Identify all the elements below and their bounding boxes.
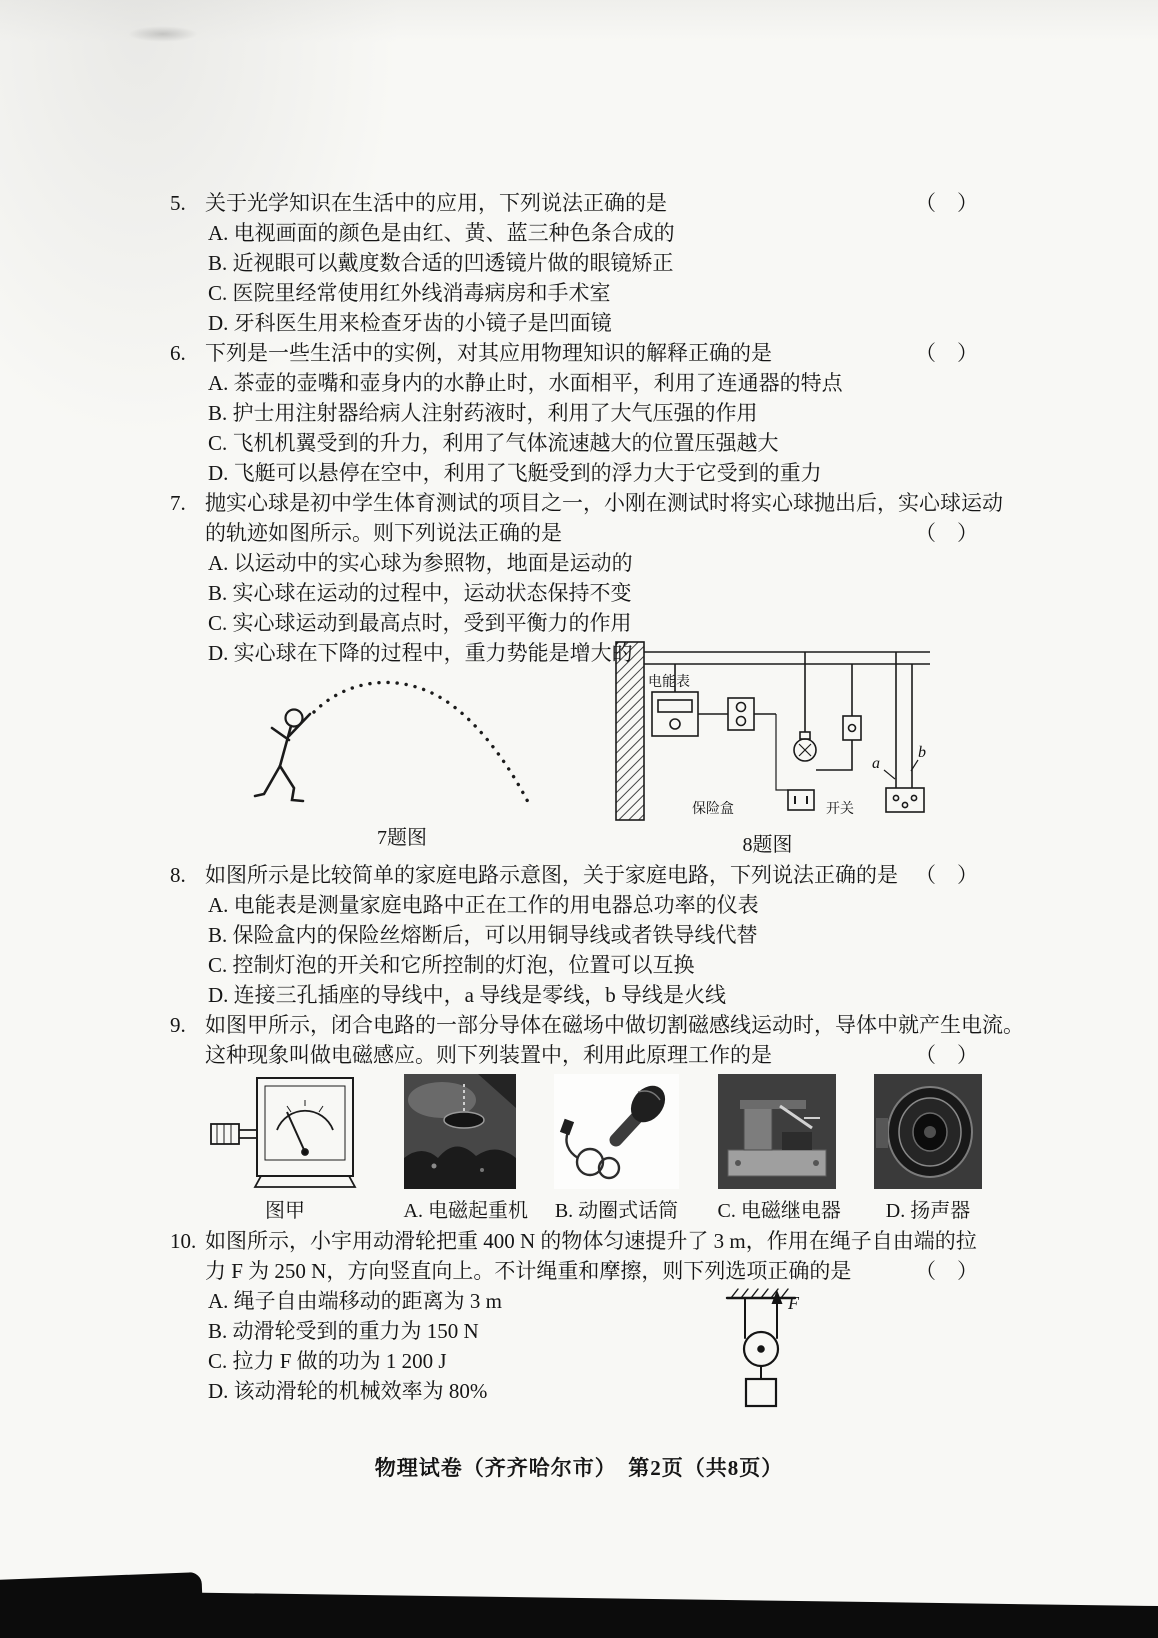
force-label: F bbox=[788, 1293, 799, 1313]
q9-image-microphone bbox=[554, 1074, 679, 1226]
question-number: 7. bbox=[170, 491, 186, 515]
switch-box bbox=[843, 716, 861, 740]
option-text: B. 实心球在运动的过程中，运动状态保持不变 bbox=[208, 581, 632, 605]
option-line bbox=[170, 920, 982, 950]
q9-image-speaker bbox=[874, 1074, 982, 1226]
q9-caption-jiatu: 图甲 bbox=[265, 1200, 305, 1222]
q9-caption-microphone: B. 动圈式话筒 bbox=[554, 1200, 679, 1222]
page-footer: 物理试卷（齐齐哈尔市） 第2页（共8页） bbox=[374, 1456, 784, 1480]
question-stem: 下列是一些生活中的实例，对其应用物理知识的解释正确的是 bbox=[205, 341, 772, 365]
figure-caption-7: 7题图 bbox=[377, 827, 427, 849]
question-stem-line bbox=[170, 1226, 982, 1256]
option-text: D. 飞艇可以悬停在空中，利用了飞艇受到的浮力大于它受到的重力 bbox=[208, 461, 822, 485]
weight-block bbox=[746, 1379, 776, 1406]
question-number: 10. bbox=[170, 1229, 197, 1253]
trajectory-figure-svg bbox=[242, 668, 562, 818]
option-line bbox=[170, 1316, 982, 1346]
three-hole-socket bbox=[886, 788, 924, 812]
question-stem-line bbox=[170, 488, 1003, 518]
option-line bbox=[170, 278, 982, 308]
figure-q7-trajectory bbox=[242, 668, 562, 853]
option-line bbox=[170, 608, 982, 638]
question-stem: 如图所示，小宇用动滑轮把重 400 N 的物体匀速提升了 3 m，作用在绳子自由端的拉 bbox=[205, 1229, 977, 1253]
q9-caption-crane: A. 电磁起重机 bbox=[403, 1200, 528, 1222]
electromagnetic-relay-photo-svg bbox=[718, 1074, 836, 1189]
option-text: B. 护士用注射器给病人注射药液时，利用了大气压强的作用 bbox=[208, 401, 758, 425]
option-text: D. 实心球在下降的过程中，重力势能是增大的 bbox=[208, 641, 633, 665]
switch-label: 开关 bbox=[826, 802, 854, 817]
answer-bracket: （ ） bbox=[915, 341, 978, 365]
question-number: 9. bbox=[170, 1013, 186, 1037]
option-line bbox=[170, 890, 982, 920]
question-stem-line bbox=[170, 860, 982, 890]
fuse-label: 保险盒 bbox=[692, 802, 734, 817]
option-line bbox=[170, 248, 982, 278]
question-6 bbox=[170, 338, 982, 488]
scan-artifact-bottom bbox=[0, 1590, 1158, 1638]
q9-image-galvanometer bbox=[205, 1074, 365, 1226]
question-8 bbox=[170, 860, 982, 1010]
option-line bbox=[170, 458, 982, 488]
question-stem-line-2 bbox=[170, 518, 982, 548]
galvanometer-drawing bbox=[211, 1078, 355, 1187]
option-text: C. 实心球运动到最高点时，受到平衡力的作用 bbox=[208, 611, 632, 635]
answer-bracket: （ ） bbox=[915, 863, 978, 887]
option-text: A. 以运动中的实心球为参照物，地面是运动的 bbox=[208, 551, 633, 575]
question-5 bbox=[170, 188, 982, 338]
movable-pulley-svg bbox=[715, 1282, 830, 1417]
option-text: C. 拉力 F 做的功为 1 200 J bbox=[208, 1349, 447, 1373]
option-text: A. 电能表是测量家庭电路中正在工作的用电器总功率的仪表 bbox=[208, 893, 759, 917]
question-stem-line bbox=[170, 1010, 1024, 1040]
figure-q10-pulley bbox=[715, 1282, 830, 1422]
option-line bbox=[170, 1286, 982, 1316]
question-stem-line bbox=[170, 338, 982, 368]
answer-bracket: （ ） bbox=[915, 1043, 978, 1067]
question-stem: 这种现象叫做电磁感应。则下列装置中，利用此原理工作的是 bbox=[205, 1043, 772, 1067]
exam-content bbox=[170, 188, 1024, 1422]
wire-a-label: a bbox=[872, 755, 880, 772]
option-line bbox=[170, 308, 982, 338]
option-text: D. 该动滑轮的机械效率为 80% bbox=[208, 1379, 488, 1403]
option-line bbox=[170, 218, 982, 248]
question-number: 6. bbox=[170, 341, 186, 365]
question-number: 8. bbox=[170, 863, 186, 887]
option-text: B. 保险盒内的保险丝熔断后，可以用铜导线或者铁导线代替 bbox=[208, 923, 758, 947]
option-line bbox=[170, 428, 982, 458]
option-text: C. 飞机机翼受到的升力，利用了气体流速越大的位置压强越大 bbox=[208, 431, 779, 455]
question-7 bbox=[170, 488, 1003, 668]
option-line bbox=[170, 398, 982, 428]
figure-row-7-8 bbox=[170, 668, 982, 860]
option-text: B. 近视眼可以戴度数合适的凹透镜片做的眼镜矫正 bbox=[208, 251, 674, 275]
question-stem-line-2 bbox=[170, 1256, 982, 1286]
option-line bbox=[170, 638, 982, 668]
loudspeaker-photo-svg bbox=[874, 1074, 982, 1189]
answer-bracket: （ ） bbox=[915, 191, 978, 215]
entry-pole bbox=[616, 642, 644, 820]
option-line bbox=[170, 368, 982, 398]
question-number: 5. bbox=[170, 191, 186, 215]
circuit-wiring bbox=[616, 642, 930, 820]
wall-socket-left bbox=[788, 790, 814, 810]
figure-caption-8: 8题图 bbox=[742, 834, 793, 856]
option-text: D. 连接三孔插座的导线中，a 导线是零线，b 导线是火线 bbox=[208, 983, 726, 1007]
option-line bbox=[170, 980, 982, 1010]
thrower-stick-figure bbox=[255, 710, 310, 802]
q9-image-relay bbox=[717, 1074, 841, 1226]
electromagnetic-crane-photo-svg bbox=[404, 1074, 516, 1189]
option-text: A. 绳子自由端移动的距离为 3 m bbox=[208, 1289, 502, 1313]
figure-q8-circuit bbox=[600, 640, 935, 860]
question-stem: 力 F 为 250 N，方向竖直向上。不计绳重和摩擦，则下列选项正确的是 bbox=[205, 1259, 852, 1283]
meter-label: 电能表 bbox=[648, 675, 690, 690]
option-text: A. 电视画面的颜色是由红、黄、蓝三种色条合成的 bbox=[208, 221, 675, 245]
option-text: B. 动滑轮受到的重力为 150 N bbox=[208, 1319, 479, 1343]
option-text: D. 牙科医生用来检查牙齿的小镜子是凹面镜 bbox=[208, 311, 612, 335]
circuit-labels bbox=[648, 673, 926, 817]
option-line bbox=[170, 548, 982, 578]
option-line bbox=[170, 1376, 982, 1406]
option-text: A. 茶壶的壶嘴和壶身内的水静止时，水面相平，利用了连通器的特点 bbox=[208, 371, 843, 395]
scan-smudge bbox=[128, 26, 198, 42]
option-line bbox=[170, 950, 982, 980]
ball-trajectory-dots bbox=[314, 682, 528, 802]
answer-bracket: （ ） bbox=[915, 1259, 978, 1283]
wire-b-label: b bbox=[918, 744, 926, 761]
question-9 bbox=[170, 1010, 1024, 1226]
option-text: C. 控制灯泡的开关和它所控制的灯泡，位置可以互换 bbox=[208, 953, 695, 977]
question-stem: 如图甲所示，闭合电路的一部分导体在磁场中做切割磁感线运动时，导体中就产生电流。 bbox=[205, 1013, 1024, 1037]
question-stem: 关于光学知识在生活中的应用，下列说法正确的是 bbox=[205, 191, 667, 215]
galvanometer-figure-svg bbox=[205, 1074, 365, 1189]
option-line bbox=[170, 578, 982, 608]
option-text: C. 医院里经常使用红外线消毒病房和手术室 bbox=[208, 281, 611, 305]
q9-caption-speaker: D. 扬声器 bbox=[885, 1200, 971, 1222]
question-stem: 的轨迹如图所示。则下列说法正确的是 bbox=[205, 521, 562, 545]
q9-image-crane bbox=[403, 1074, 528, 1226]
question-stem-line-2 bbox=[170, 1040, 982, 1070]
question-stem: 如图所示是比较简单的家庭电路示意图，关于家庭电路，下列说法正确的是 bbox=[205, 863, 898, 887]
answer-bracket: （ ） bbox=[915, 521, 978, 545]
question-10 bbox=[170, 1226, 982, 1422]
question-stem: 抛实心球是初中学生体育测试的项目之一，小刚在测试时将实心球抛出后，实心球运动 bbox=[205, 491, 1003, 515]
option-line bbox=[170, 1346, 982, 1376]
pulley-drawing bbox=[727, 1289, 795, 1406]
q9-image-row bbox=[170, 1074, 982, 1226]
q9-caption-relay: C. 电磁继电器 bbox=[717, 1200, 841, 1222]
moving-coil-microphone-photo-svg bbox=[554, 1074, 679, 1189]
question-stem-line bbox=[170, 188, 982, 218]
